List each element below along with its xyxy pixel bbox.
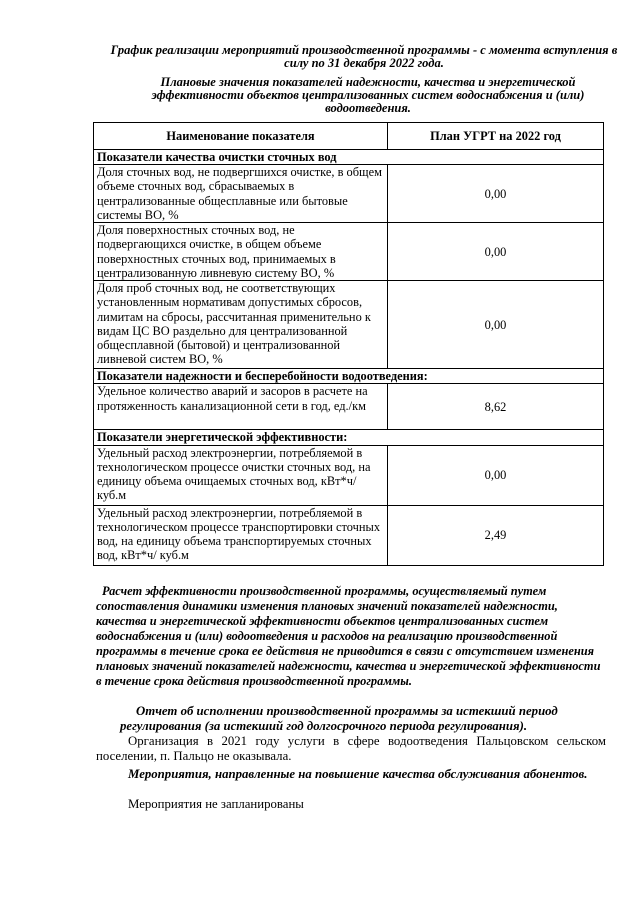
document-subtitle: Плановые значения показателей надежности, качества и энергетической эффективности объектов централизованных систем водоснабжения и (или) водоотведения. [151,75,585,115]
section-header-row [94,430,604,445]
table-row [94,384,604,430]
indicator-value: 8,62 [388,384,604,430]
table-row [94,505,604,565]
indicators-table [93,122,604,566]
table-row [94,445,604,505]
section-title-energy: Показатели энергетической эффективности: [94,430,604,445]
report-title: Отчет об исполнении производственной программы за истекший период регулирования (за истекший год долгосрочного периода регулирования). [120,704,558,733]
indicator-value: 0,00 [388,445,604,505]
section-header-row [94,150,604,165]
table-row [94,281,604,369]
section-header-row [94,369,604,384]
indicator-name: Удельное количество аварий и засоров в расчете на протяженность канализационной сети в год, ед./км [94,384,388,430]
indicator-value: 0,00 [388,165,604,223]
table-header-row [94,123,604,150]
table-row [94,223,604,281]
indicator-name: Удельный расход электроэнергии, потребляемой в технологическом процессе очистки сточных вод, на единицу объема очищаемых сточных вод, кВт*ч/ куб.м [94,445,388,505]
indicator-value: 0,00 [388,281,604,369]
measures-body: Мероприятия не запланированы [128,797,304,811]
indicator-name: Доля проб сточных вод, не соответствующих установленным нормативам допустимых сбросов, лимитам на сбросы, рассчитанная применительно к видам ЦС ВО раздельно для централизованной общесплавной (бытовой) и централизованной ливневой систем ВО, % [94,281,388,369]
indicator-value: 0,00 [388,223,604,281]
document-title: График реализации мероприятий производственной программы - с момента вступления в силу по 31 декабря 2022 года. [110,43,618,70]
efficiency-note: Расчет эффективности производственной программы, осуществляемый путем сопоставления динамики изменения плановых значений показателей надежности, качества и энергетической эффективности объектов централизованных систем водоснабжения и (или) водоотведения и расходов на реализацию производственной программы в течение срока ее действия не приводится в связи с отсутствием изменения плановых значений показателей надежности, качества и энергетической эффективности в течение срока действия производственной программы. [96,584,601,688]
column-header-plan: План УГРТ на 2022 год [388,123,604,150]
report-body: Организация в 2021 году услуги в сфере водоотведения Пальцовском сельском поселении, п. Пальцо не оказывала. [96,734,606,763]
table-row [94,165,604,223]
section-title-quality: Показатели качества очистки сточных вод [94,150,604,165]
column-header-indicator: Наименование показателя [94,123,388,150]
indicator-name: Доля сточных вод, не подвергшихся очистке, в общем объеме сточных вод, сбрасываемых в централизованные общесплавные или бытовые системы ВО, % [94,165,388,223]
indicator-name: Удельный расход электроэнергии, потребляемой в технологическом процессе транспортировки сточных вод, на единицу объема транспортируемых сточных вод, кВт*ч/ куб.м [94,505,388,565]
section-title-reliability: Показатели надежности и бесперебойности водоотведения: [94,369,604,384]
indicator-name: Доля поверхностных сточных вод, не подвергающихся очистке, в общем объеме поверхностных сточных вод, принимаемых в централизованную ливневую систему ВО, % [94,223,388,281]
measures-title: Мероприятия, направленные на повышение качества обслуживания абонентов. [128,767,588,781]
indicator-value: 2,49 [388,505,604,565]
